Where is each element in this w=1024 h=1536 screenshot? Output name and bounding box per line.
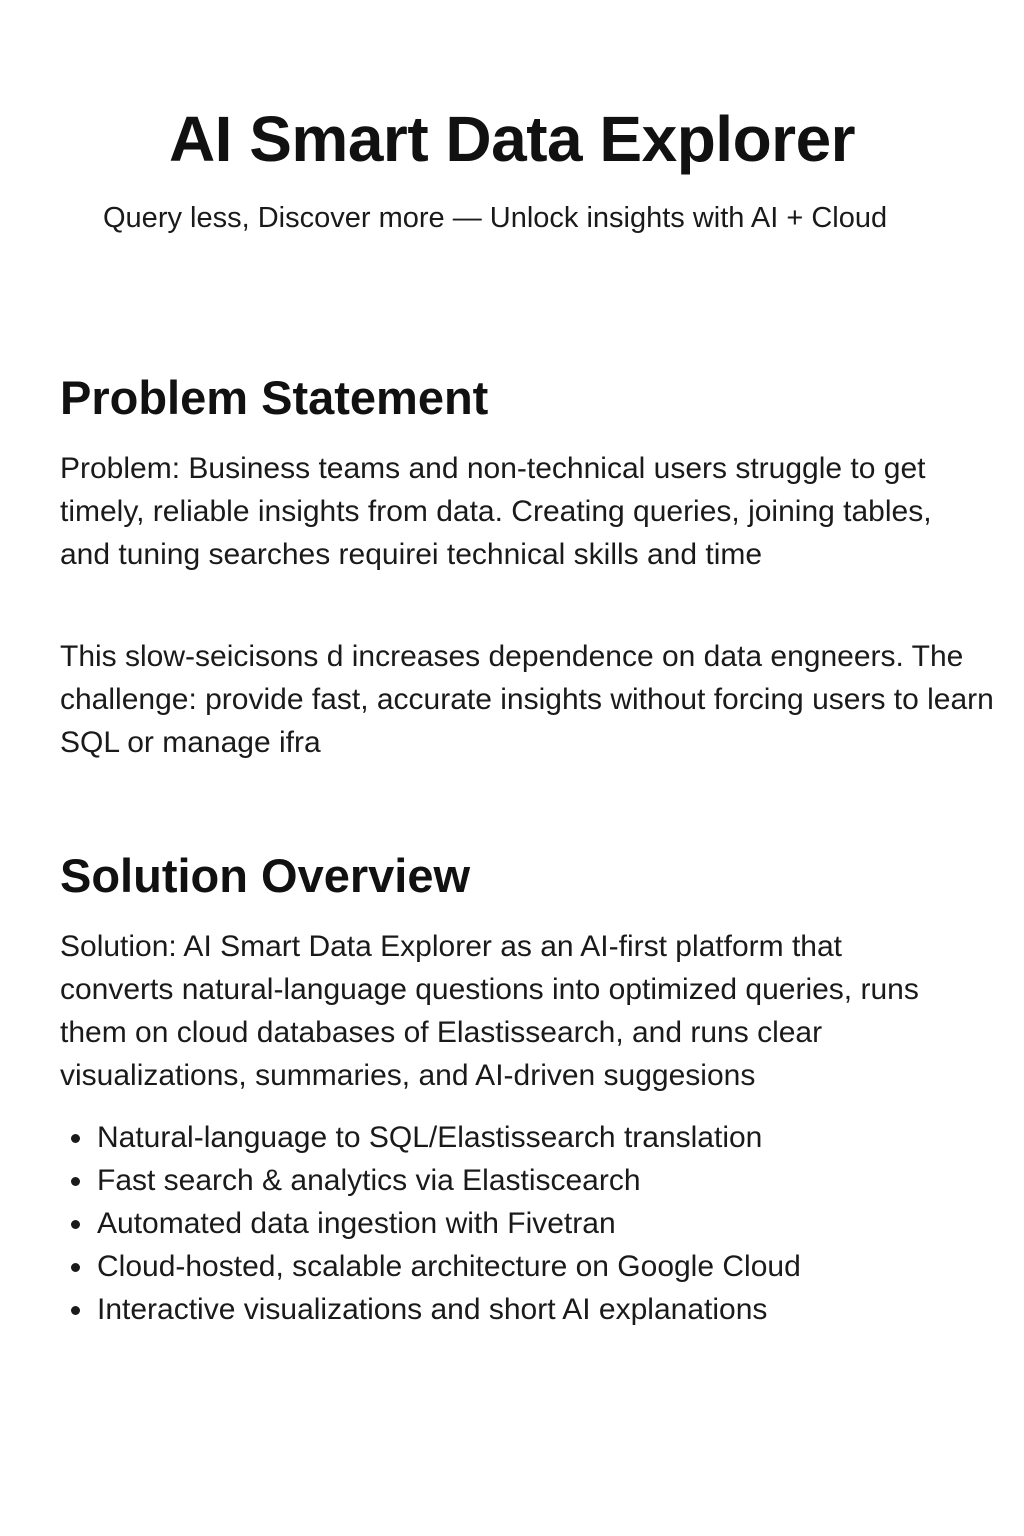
- feature-text: Interactive visualizations and short AI explanations: [97, 1293, 768, 1326]
- problem-heading: Problem Statement: [60, 371, 489, 424]
- solution-paragraph: Solution: AI Smart Data Explorer as an AI-first platform that converts natural-language questions into optimized queries, runs them on cloud databases of Elastissearch, and runs clear visualizations, summaries, and AI-driven suggesions: [60, 930, 919, 1092]
- solution-heading: Solution Overview: [60, 849, 471, 902]
- problem-paragraph-1: Problem: Business teams and non-technical users struggle to get timely, reliable insights from data. Creating queries, joining tables, and tuning searches requirei technical skills and time: [60, 452, 932, 571]
- problem-paragraph-2: This slow-seicisons d increases dependence on data engneers. The challenge: provide fast, accurate insights without forcing users to learn SQL or manage ifra: [60, 640, 994, 759]
- feature-text: Automated data ingestion with Fivetran: [97, 1207, 616, 1240]
- bullet-icon: [71, 1134, 80, 1143]
- feature-text: Cloud-hosted, scalable architecture on Google Cloud: [97, 1250, 801, 1283]
- feature-list-item: [60, 1116, 801, 1159]
- bullet-icon: [71, 1306, 80, 1315]
- feature-list-item: [60, 1245, 801, 1288]
- feature-list: [60, 1116, 801, 1331]
- feature-list-item: [60, 1159, 801, 1202]
- bullet-icon: [71, 1177, 80, 1186]
- page-title: AI Smart Data Explorer: [168, 103, 856, 175]
- feature-text: Fast search & analytics via Elastiscearch: [97, 1164, 641, 1197]
- feature-list-item: [60, 1288, 801, 1331]
- feature-list-item: [60, 1202, 801, 1245]
- feature-text: Natural-language to SQL/Elastissearch translation: [97, 1121, 763, 1154]
- bullet-icon: [71, 1263, 80, 1272]
- page-subtitle: Query less, Discover more — Unlock insights with AI + Cloud: [103, 202, 888, 234]
- bullet-icon: [71, 1220, 80, 1229]
